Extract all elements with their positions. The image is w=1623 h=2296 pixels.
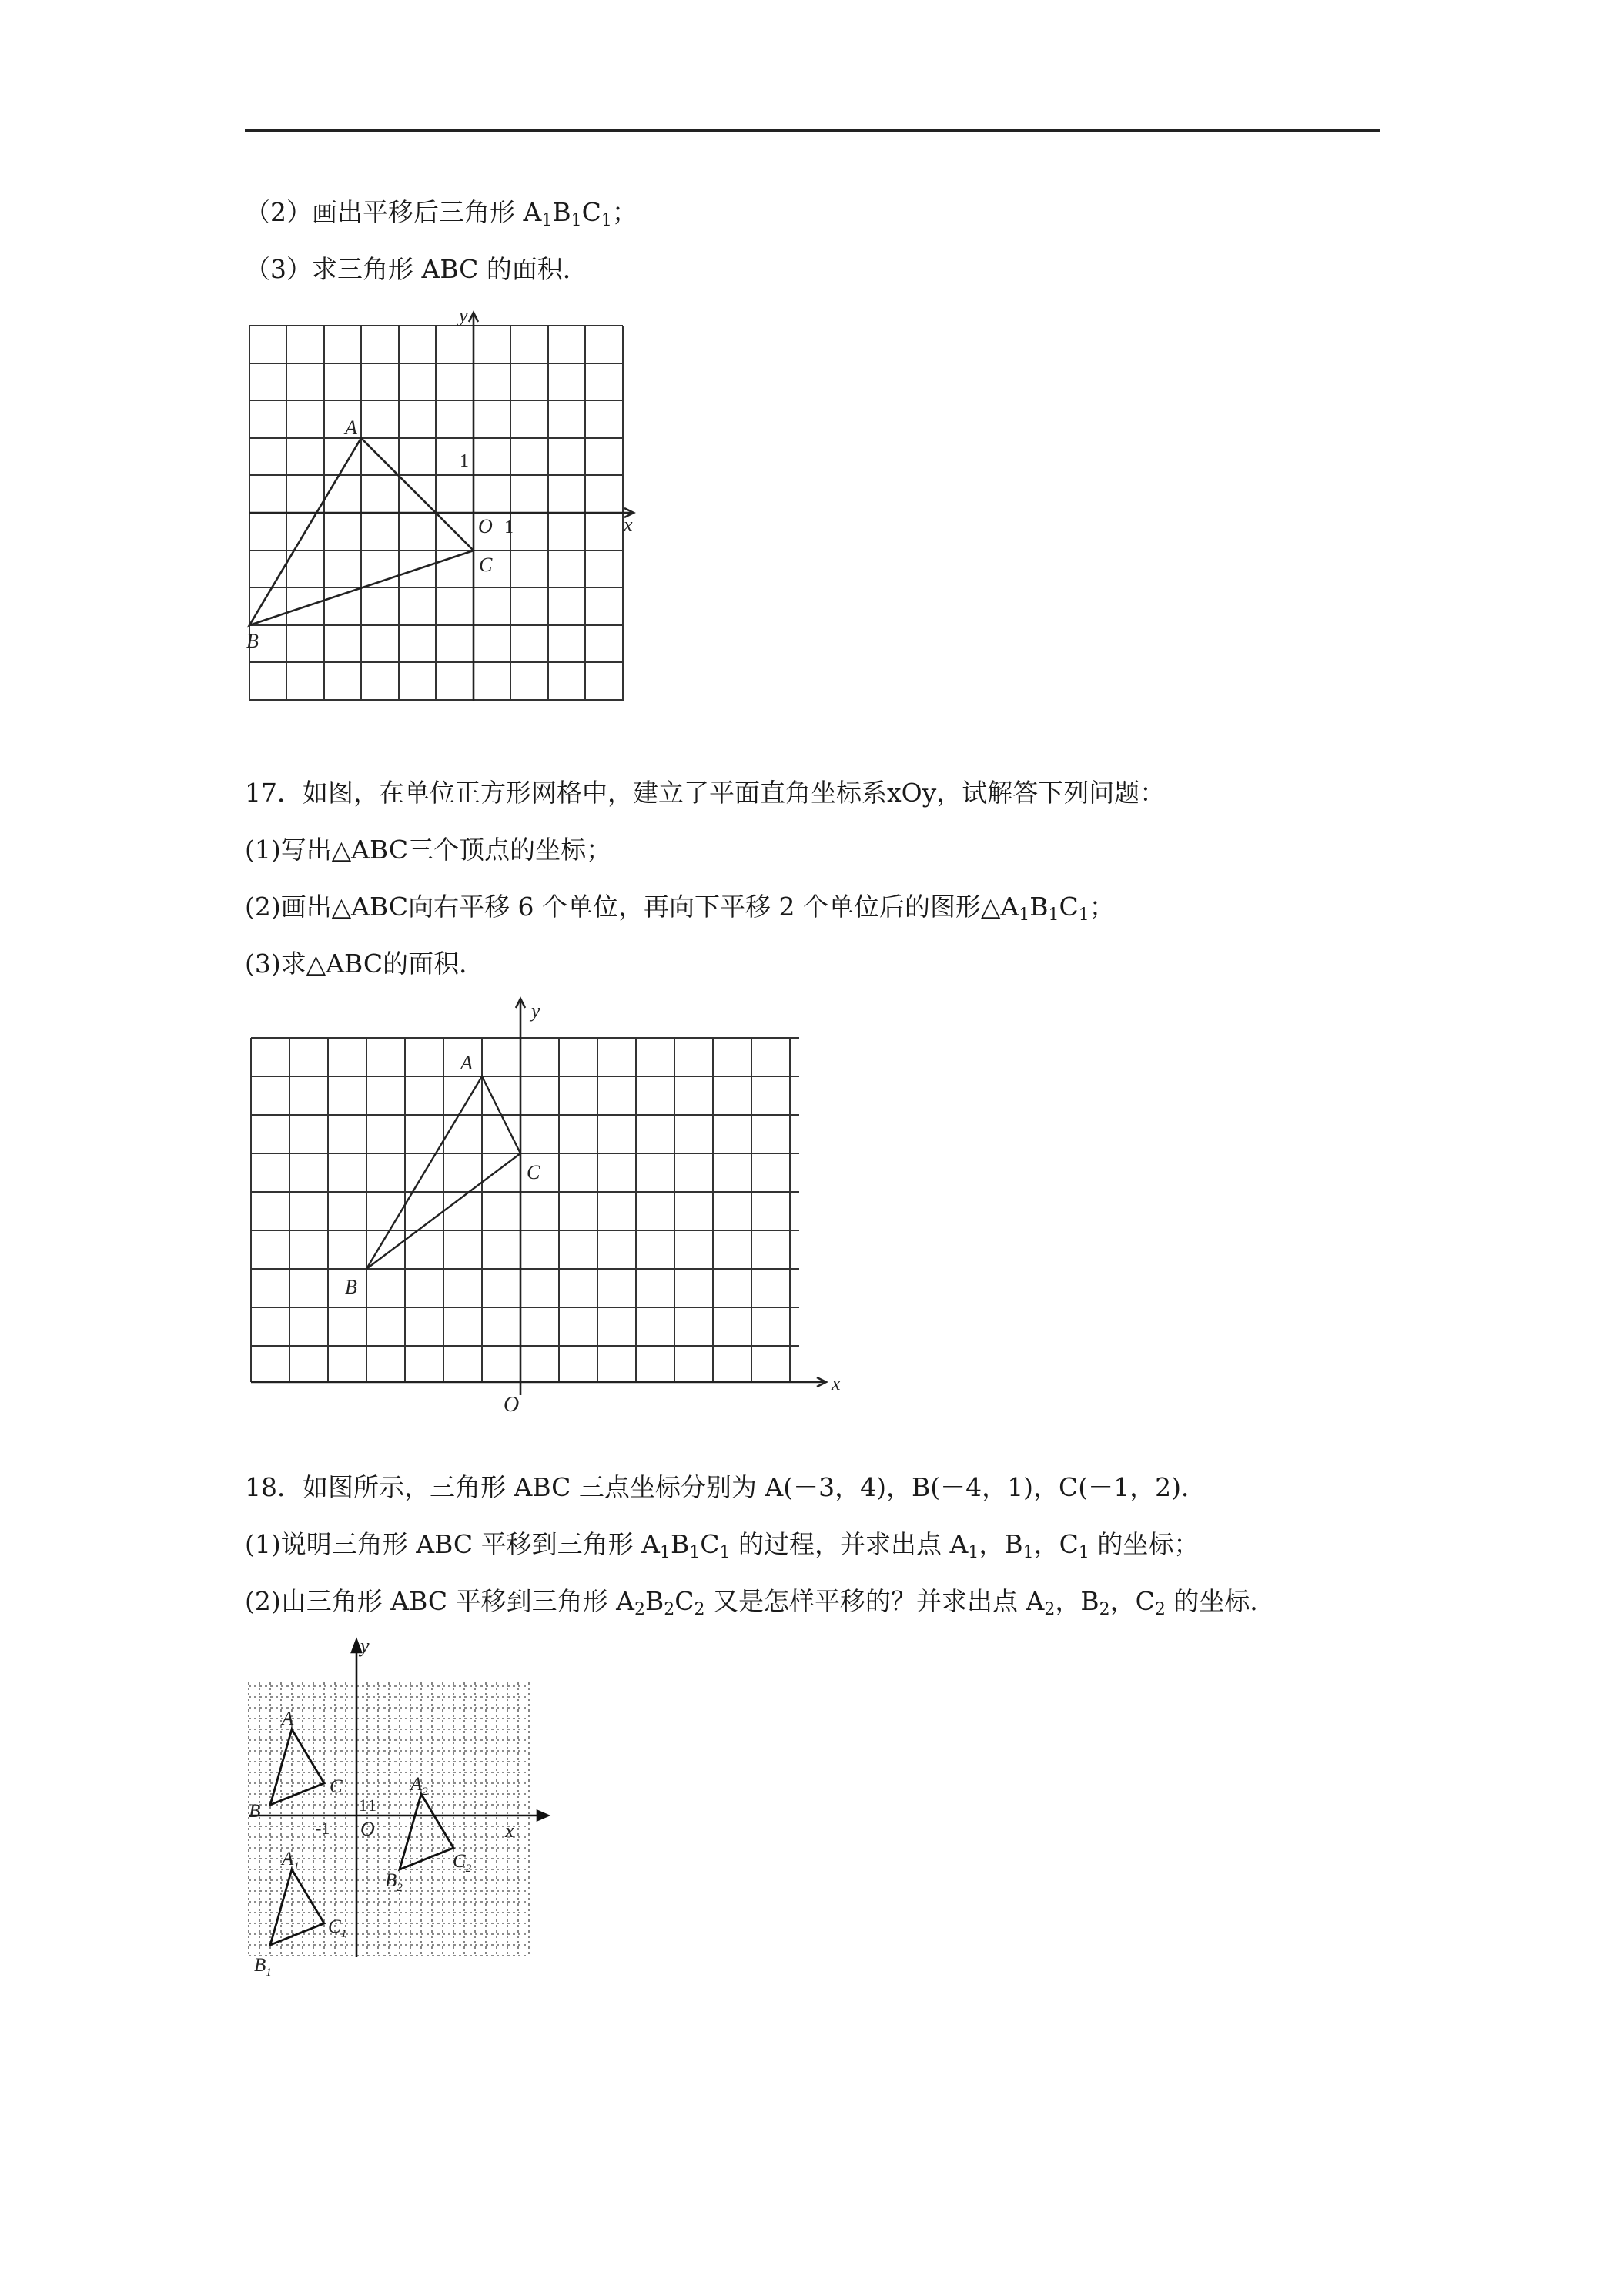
q18-unit-x: 1 bbox=[368, 1796, 376, 1815]
q16-label-b: B bbox=[246, 630, 259, 652]
q18-label-a: A bbox=[282, 1709, 294, 1729]
q17-part2: (2)画出△ABC向右平移 6 个单位，再向下平移 2 个单位后的图形$\triangle A_1B_1C_1$； bbox=[245, 892, 1115, 925]
q18-figure bbox=[245, 1632, 568, 1986]
q16-y-label: y bbox=[459, 304, 468, 326]
q18-unit-y: 1 bbox=[359, 1796, 367, 1815]
header-rule bbox=[245, 129, 1380, 132]
q18-label-b: B bbox=[249, 1801, 261, 1822]
q16-label-a: A bbox=[345, 417, 357, 439]
q18-label-b1: $B_1$ bbox=[254, 1955, 272, 1979]
q16-figure bbox=[245, 299, 645, 715]
q18-label-a1: $A_1$ bbox=[282, 1849, 300, 1873]
q18-x-label: x bbox=[505, 1819, 514, 1842]
q17-label-c: C bbox=[527, 1161, 540, 1183]
q18-origin-label: O bbox=[360, 1818, 375, 1840]
q18-label-c2: $C_2$ bbox=[453, 1851, 472, 1875]
q17-y-label: y bbox=[531, 999, 540, 1022]
q16-x-label: x bbox=[624, 514, 633, 536]
q18-label-c: C bbox=[330, 1776, 343, 1797]
q17-origin-label: O bbox=[504, 1393, 520, 1417]
q16-part3: （3）求三角形 ABC 的面积． bbox=[245, 254, 588, 284]
q17-x-label: x bbox=[832, 1372, 841, 1394]
q18-part1: (1)说明三角形 ABC 平移到三角形 $A_1B_1C_1$ 的过程，并求出点 $A_1$，$B_1$，$C_1$ 的坐标； bbox=[245, 1529, 1200, 1562]
q16-unit-x: 1 bbox=[504, 517, 514, 537]
q16-unit-y: 1 bbox=[460, 451, 469, 471]
q17-label-b: B bbox=[345, 1276, 357, 1298]
q18-label-c1: $C_1$ bbox=[328, 1916, 347, 1940]
q17-figure bbox=[245, 989, 861, 1421]
q18-neg-unit-x: -1 bbox=[316, 1819, 330, 1838]
q16-origin-label: O bbox=[478, 515, 493, 537]
q16-part2: （2）画出平移后三角形 $A_1B_1C_1$； bbox=[245, 197, 637, 230]
q17-stem: 17．如图，在单位正方形网格中，建立了平面直角坐标系xOy，试解答下列问题： bbox=[245, 778, 1166, 808]
q17-part3: (3)求△ABC的面积． bbox=[245, 949, 485, 979]
q18-label-b2: $B_2$ bbox=[385, 1870, 403, 1894]
q17-label-a: A bbox=[460, 1052, 473, 1074]
q18-label-a2: $A_2$ bbox=[410, 1774, 428, 1798]
q16-label-c: C bbox=[479, 554, 493, 576]
q18-part2: (2)由三角形 ABC 平移到三角形 $A_2B_2C_2$ 又是怎样平移的？并求出点 $A_2$，$B_2$，$C_2$ 的坐标． bbox=[245, 1586, 1276, 1619]
q18-y-label: y bbox=[360, 1635, 370, 1657]
q17-part1: (1)写出△ABC三个顶点的坐标； bbox=[245, 835, 612, 865]
q18-stem: 18．如图所示，三角形 ABC 三点坐标分别为 A(－3，4)，B(－4，1)，C(－1，2)． bbox=[245, 1472, 1206, 1502]
